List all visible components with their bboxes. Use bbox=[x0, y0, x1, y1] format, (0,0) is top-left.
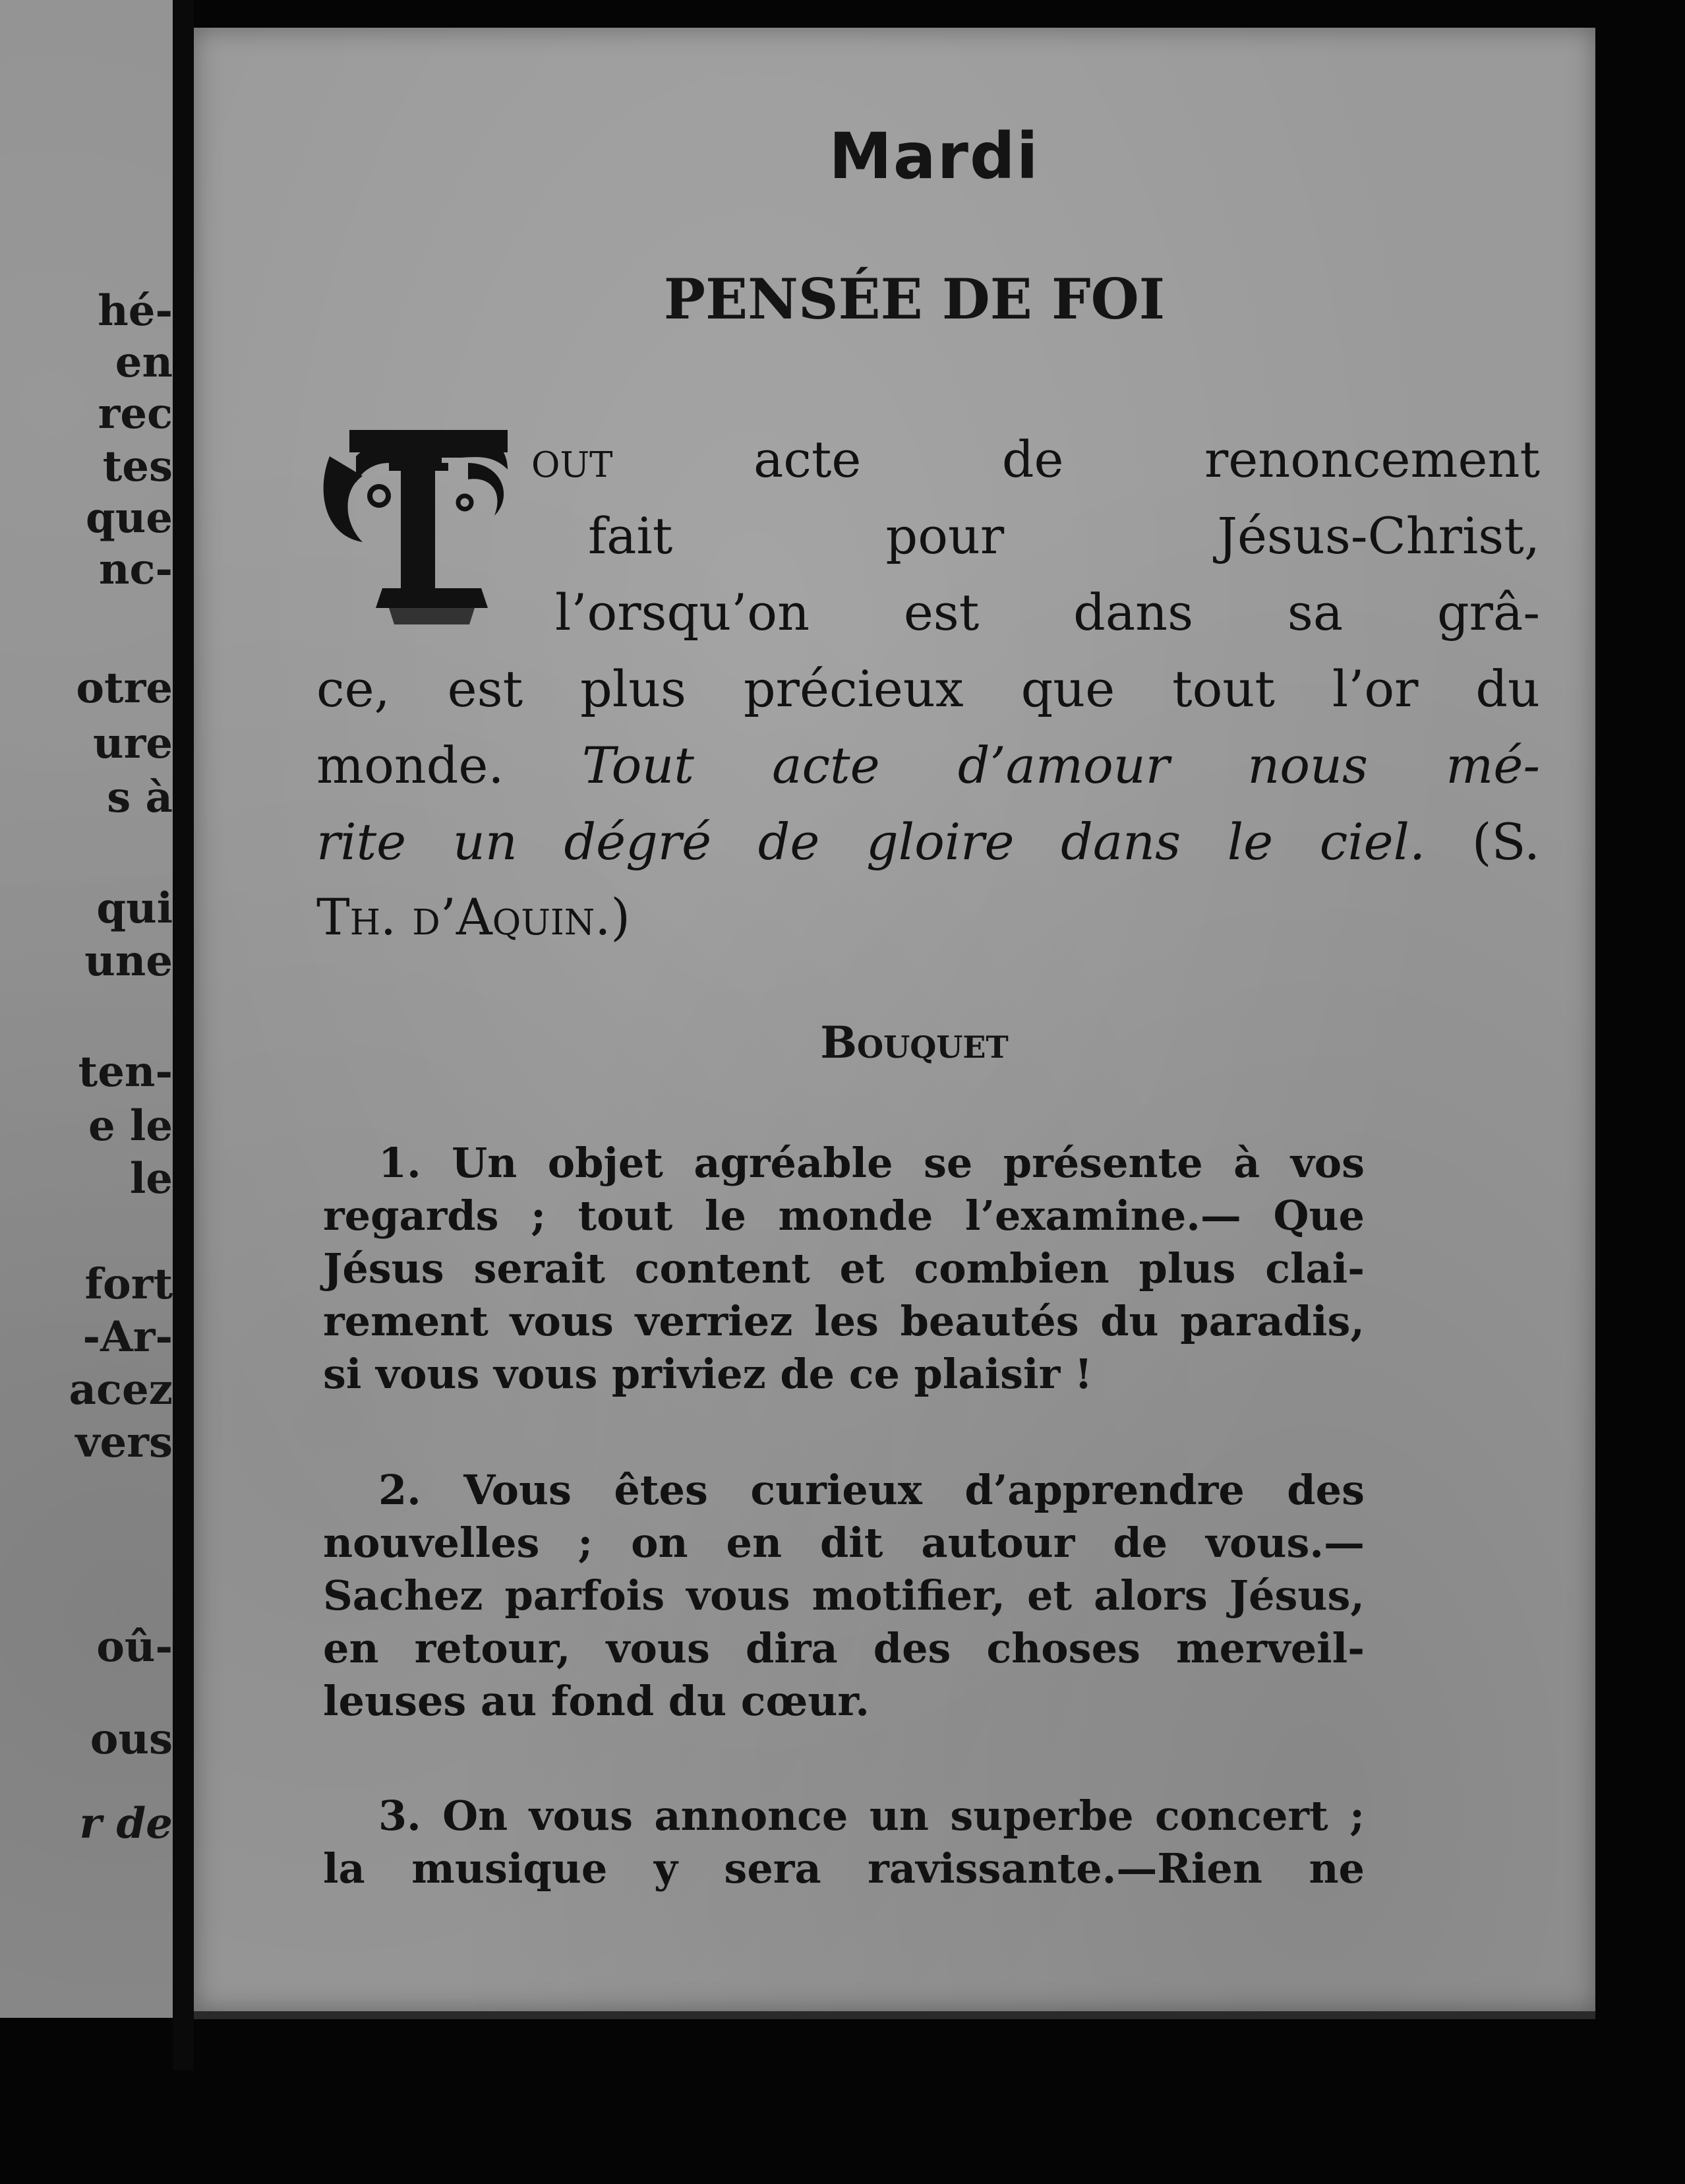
day-heading: Mardi bbox=[829, 119, 1040, 193]
left-fragment-line: une bbox=[84, 936, 173, 986]
faith-text-line bbox=[316, 803, 1540, 881]
bouquet-item-line: 3. On vous annonce un superbe concert ; bbox=[378, 1792, 1365, 1840]
left-fragment-line: r de bbox=[79, 1799, 173, 1848]
section-heading: PENSÉE DE FOI bbox=[663, 266, 1166, 332]
bouquet-item-line: si vous vous priviez de ce plaisir ! bbox=[323, 1350, 1093, 1398]
faith-text-italic: Tout acte d’amour nous mé- bbox=[581, 736, 1540, 795]
faith-text-fragment: acte de renoncement bbox=[612, 430, 1540, 489]
left-fragment-line: oû- bbox=[96, 1622, 173, 1672]
ornamental-dropcap-t bbox=[316, 410, 514, 634]
faith-text-attribution: Th. d’Aquin.) bbox=[316, 888, 631, 946]
left-fragment-line: ten- bbox=[78, 1047, 173, 1097]
left-fragment-line: hé- bbox=[98, 286, 173, 336]
bouquet-item-line: rement vous verriez les beautés du paradis, bbox=[323, 1297, 1365, 1345]
left-fragment-line: s à bbox=[107, 773, 173, 822]
left-fragment-line: tes bbox=[102, 442, 173, 491]
page-bottom-edge bbox=[194, 2011, 1595, 2019]
faith-text-fragment: monde. bbox=[316, 736, 582, 795]
faith-text-line: fait pour Jésus-Christ, bbox=[588, 506, 1540, 565]
bouquet-item-line: 1. Un objet agréable se présente à vos bbox=[378, 1139, 1365, 1187]
left-fragment-line: -Ar- bbox=[82, 1312, 173, 1362]
faith-text-line: l’orsqu’on est dans sa grâ- bbox=[555, 583, 1540, 642]
bouquet-item-line: en retour, vous dira des choses merveil- bbox=[323, 1624, 1365, 1672]
left-fragment-line: otre bbox=[76, 663, 173, 713]
bouquet-item-line: Jésus serait content et combien plus clai- bbox=[323, 1244, 1365, 1292]
bouquet-item-line: la musique y sera ravissante.—Rien ne bbox=[323, 1844, 1365, 1893]
left-fragment-line: rec bbox=[98, 389, 173, 439]
bouquet-heading: Bouquet bbox=[820, 1017, 1009, 1068]
faith-text-line: ce, est plus précieux que tout l’or du bbox=[316, 659, 1540, 718]
faith-text-line bbox=[531, 421, 1540, 499]
left-fragment-line: nc- bbox=[98, 545, 173, 594]
bouquet-item-line: leuses au fond du cœur. bbox=[323, 1677, 870, 1725]
left-page-fragment bbox=[0, 0, 173, 2018]
faith-text-italic: rite un dégré de gloire dans le ciel. bbox=[316, 812, 1426, 871]
bouquet-item-line: Sachez parfois vous motifier, et alors Jésus, bbox=[323, 1571, 1365, 1620]
book-gutter bbox=[173, 0, 194, 2071]
left-fragment-line: acez bbox=[69, 1365, 173, 1414]
left-fragment-line: qui bbox=[96, 884, 173, 933]
left-fragment-line: e le bbox=[88, 1101, 173, 1151]
left-fragment-line: ous bbox=[90, 1714, 173, 1764]
bouquet-item-line: 2. Vous êtes curieux d’apprendre des bbox=[378, 1466, 1365, 1514]
faith-text-smallcaps: out bbox=[531, 430, 613, 489]
main-page bbox=[194, 28, 1595, 2011]
left-fragment-line: le bbox=[129, 1154, 173, 1203]
bouquet-item-line: regards ; tout le monde l’examine.— Que bbox=[323, 1192, 1365, 1240]
left-fragment-line: vers bbox=[75, 1418, 173, 1467]
left-fragment-line: que bbox=[86, 493, 173, 543]
faith-text-line bbox=[316, 727, 1540, 804]
faith-text-fragment: (S. bbox=[1425, 812, 1540, 871]
left-fragment-line: ure bbox=[93, 719, 173, 768]
bouquet-item-line: nouvelles ; on en dit autour de vous.— bbox=[323, 1519, 1365, 1567]
left-fragment-line: fort bbox=[84, 1259, 173, 1309]
left-fragment-line: en bbox=[115, 338, 173, 387]
